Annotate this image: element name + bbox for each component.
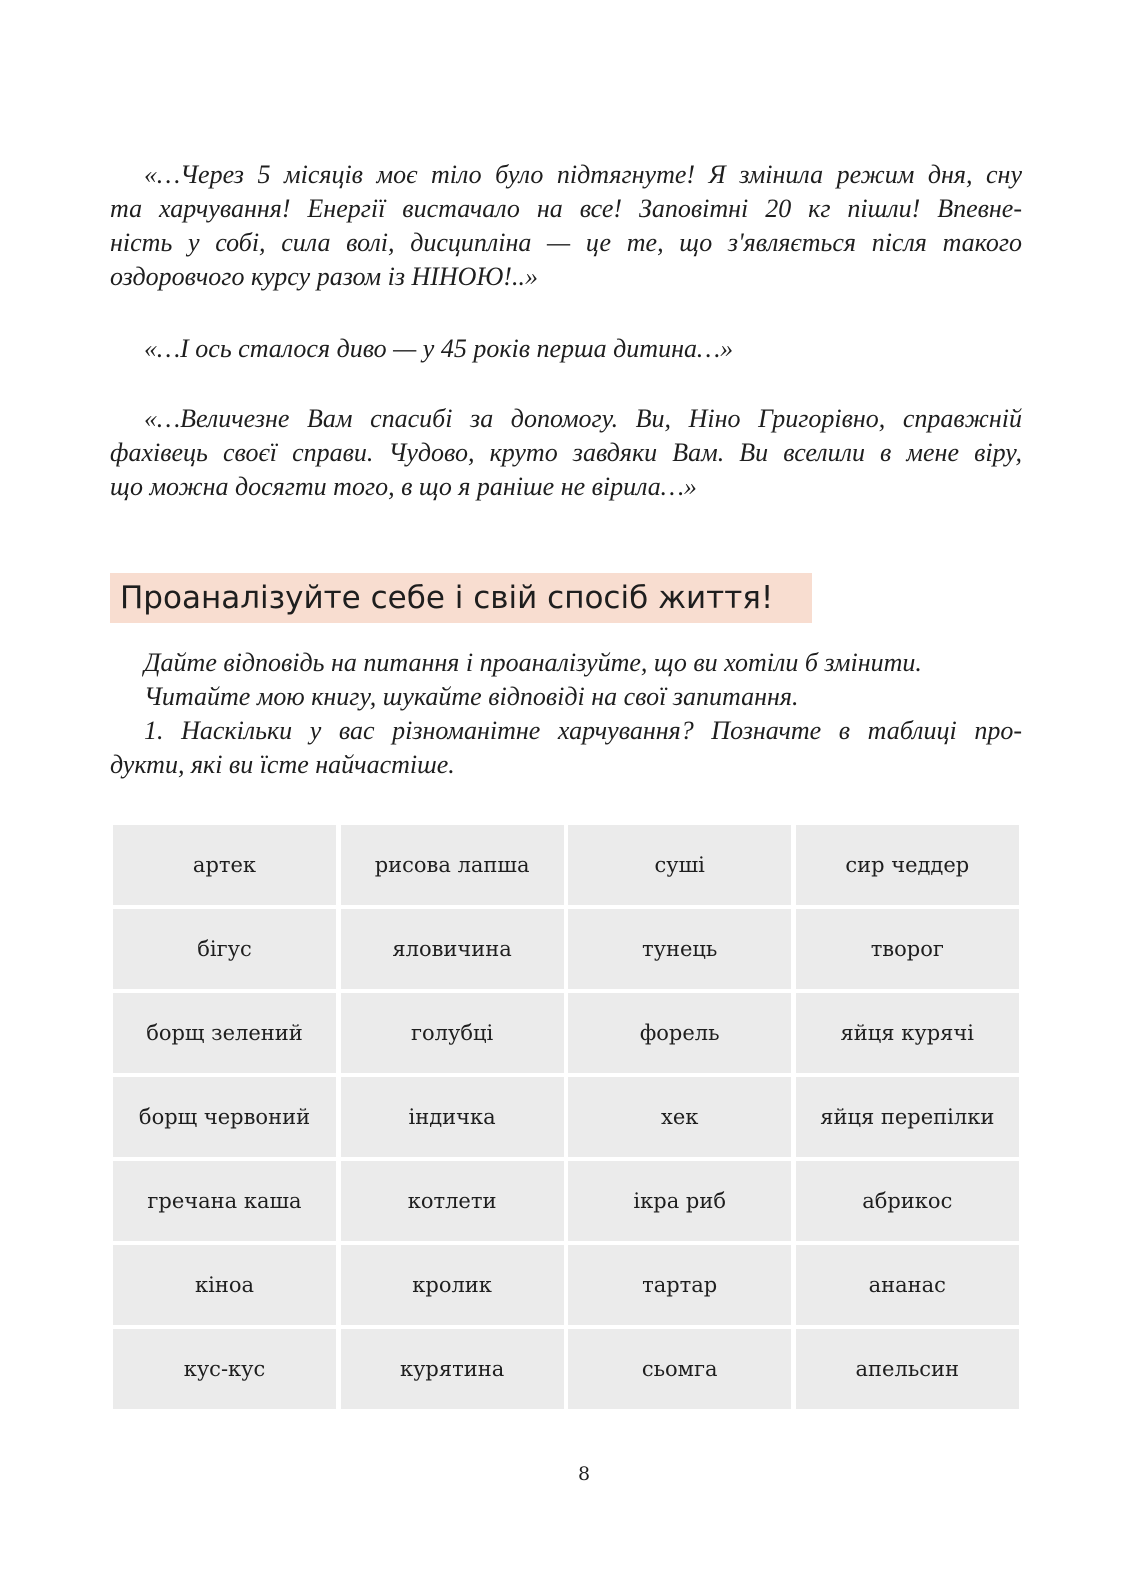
product-cell: тартар bbox=[568, 1245, 791, 1325]
product-cell: курятина bbox=[341, 1329, 564, 1409]
quote-line: ність у собі, сила волі, дисципліна — це те, що з'являється після такого bbox=[110, 228, 1022, 257]
page-number: 8 bbox=[577, 1463, 591, 1485]
product-cell: яловичина bbox=[341, 909, 564, 989]
product-cell: сьомга bbox=[568, 1329, 791, 1409]
products-table bbox=[113, 825, 1019, 1409]
product-cell: яйця перепілки bbox=[796, 1077, 1019, 1157]
quote-line: та харчування! Енергії вистачало на все! Заповітні 20 кг пішли! Впевне- bbox=[110, 194, 1022, 223]
product-cell: сир чеддер bbox=[796, 825, 1019, 905]
product-cell: тунець bbox=[568, 909, 791, 989]
instruction-line: Читайте мою книгу, шукайте відповіді на свої запитання. bbox=[144, 682, 799, 711]
quote-line: що можна досягти того, в що я раніше не вірила…» bbox=[110, 472, 697, 501]
testimonial-quote-2 bbox=[110, 332, 1022, 366]
product-cell: форель bbox=[568, 993, 791, 1073]
quote-line: «…Через 5 місяців моє тіло було підтягнуте! Я змінила режим дня, сну bbox=[144, 160, 1022, 189]
product-cell: творог bbox=[796, 909, 1019, 989]
quote-line: фахівець своєї справи. Чудово, круто завдяки Вам. Ви вселили в мене віру, bbox=[110, 438, 1022, 467]
product-cell: абрикос bbox=[796, 1161, 1019, 1241]
product-cell: рисова лапша bbox=[341, 825, 564, 905]
quote-line: «…Величезне Вам спасибі за допомогу. Ви, Ніно Григорівно, справжній bbox=[144, 404, 1022, 433]
product-cell: суші bbox=[568, 825, 791, 905]
section-heading: Проаналізуйте себе і свій спосіб життя! bbox=[110, 573, 812, 623]
product-cell: кіноа bbox=[113, 1245, 336, 1325]
instruction-line: дукти, які ви їсте найчастіше. bbox=[110, 750, 455, 779]
product-cell: кус-кус bbox=[113, 1329, 336, 1409]
product-cell: котлети bbox=[341, 1161, 564, 1241]
testimonial-quote-1 bbox=[110, 158, 1022, 294]
quote-line: «…І ось сталося диво — у 45 років перша дитина…» bbox=[144, 334, 734, 363]
product-cell: кролик bbox=[341, 1245, 564, 1325]
product-cell: апельсин bbox=[796, 1329, 1019, 1409]
instructions bbox=[110, 646, 1022, 782]
product-cell: ікра риб bbox=[568, 1161, 791, 1241]
product-cell: ананас bbox=[796, 1245, 1019, 1325]
instruction-line: 1. Наскільки у вас різноманітне харчування? Позначте в таблиці про- bbox=[144, 716, 1022, 745]
product-cell: яйця курячі bbox=[796, 993, 1019, 1073]
product-cell: борщ зелений bbox=[113, 993, 336, 1073]
product-cell: голубці bbox=[341, 993, 564, 1073]
testimonial-quote-3 bbox=[110, 402, 1022, 504]
product-cell: бігус bbox=[113, 909, 336, 989]
product-cell: артек bbox=[113, 825, 336, 905]
product-cell: борщ червоний bbox=[113, 1077, 336, 1157]
quote-line: оздоровчого курсу разом із НІНОЮ!..» bbox=[110, 262, 538, 291]
product-cell: хек bbox=[568, 1077, 791, 1157]
product-cell: гречана каша bbox=[113, 1161, 336, 1241]
instruction-line: Дайте відповідь на питання і проаналізуйте, що ви хотіли б змінити. bbox=[144, 648, 922, 677]
product-cell: індичка bbox=[341, 1077, 564, 1157]
